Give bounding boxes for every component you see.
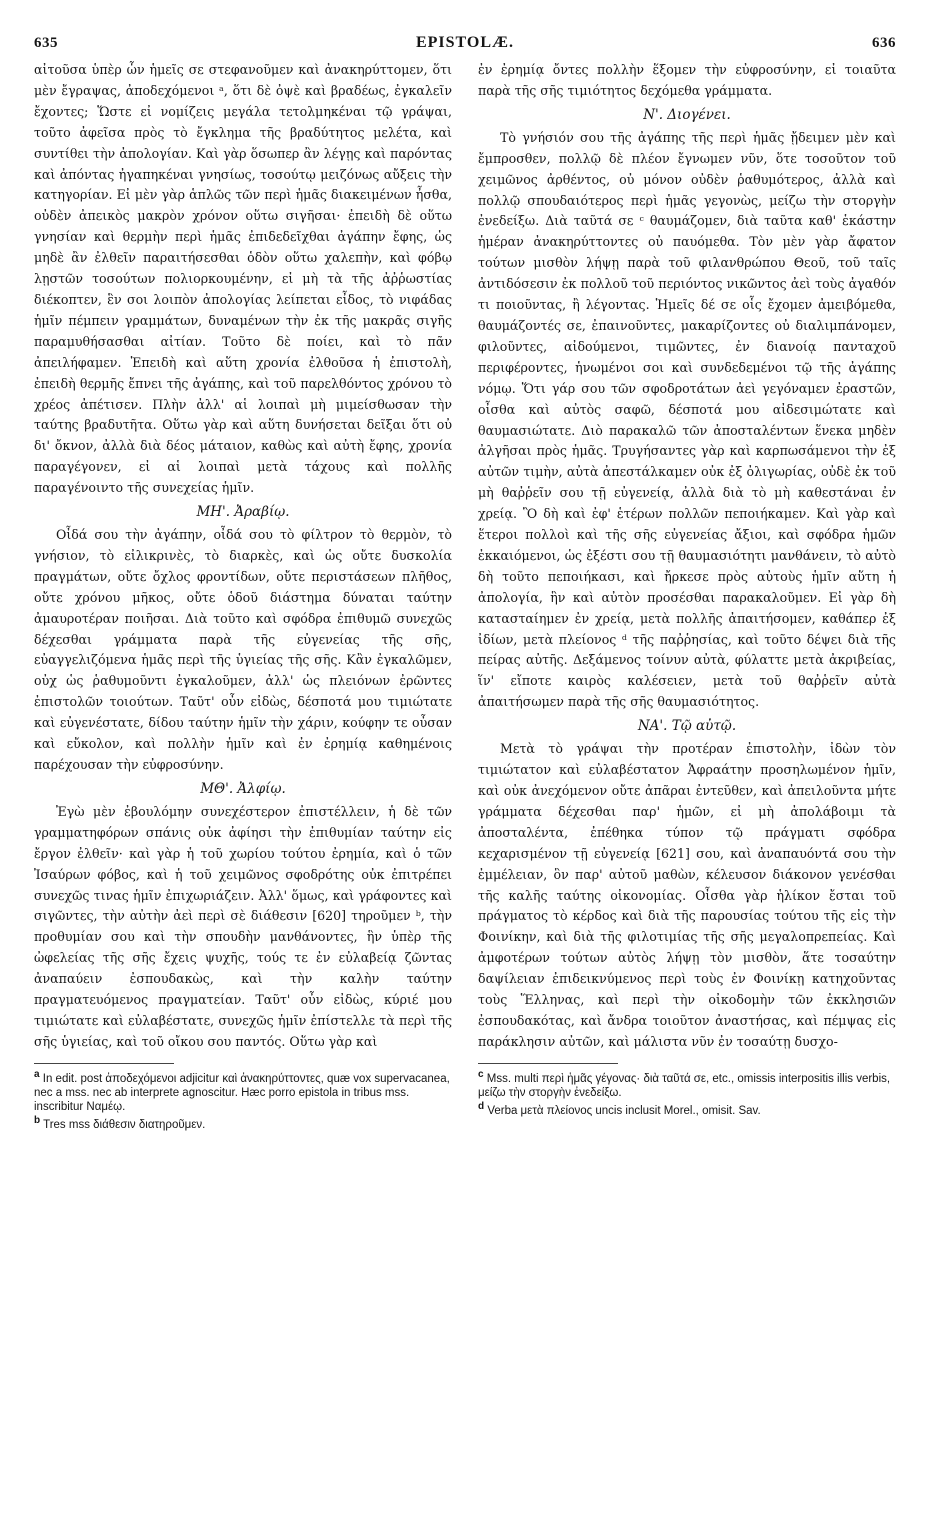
left-column — [34, 60, 452, 1131]
footnote-b — [34, 1114, 452, 1132]
footnote-a — [34, 1068, 452, 1114]
footnote-divider — [478, 1063, 618, 1064]
left-paragraph-2: Οἶδά σου τὴν ἀγάπην, οἶδά σου τὸ φίλτρον τὸ θερμὸν, τὸ γνήσιον, τὸ εἰλικρινὲς, τὸ διαρκὲς, καὶ ὡς οὔτε δυσκολία πραγμάτων, οὔτε ὄχλος φροντίδων, οὔτε περιστάσεων πλῆθος, οὔτε χρόνου μῆκος, οὔτε ὁδοῦ διάστημα δύναται ταύτην ἀμαυροτέραν ποιῆσαι. Διὰ τοῦτο καὶ σφόδρα ἐπιθυμῶ συνεχῶς δέχεσθαι γράμματα παρὰ τῆς εὐγενείας τῆς σῆς, εὐαγγελιζόμενα ἡμᾶς περὶ τῆς ὑγιείας τῆς σῆς. Κἂν ἐγκαλῶμεν, οὐχ ὡς ῥαθυμοῦντι ἐγκαλοῦμεν, ἀλλ' ὡς πλειόνων ἐρῶντες ἐπιστολῶν τοιούτων. Ταῦτ' οὖν εἰδὼς, δέσποτά μου τιμιώτατε καὶ εὐγενέστατε, δίδου ταύτην ἡμῖν τὴν χάριν, κούφην τε οὖσαν καὶ εὔκολον, καὶ πολλὴν ἡμῖν καὶ ἐν ἐρημίᾳ καθημένοις παρέχουσαν τὴν εὐφροσύνην. — [34, 527, 452, 772]
footnote-d — [478, 1100, 896, 1118]
footnote-b-marker: b — [34, 1114, 41, 1126]
letter-heading-51: ΝΑ'. Τῷ αὐτῷ. — [637, 718, 737, 735]
footnote-a-marker: a — [34, 1068, 40, 1080]
right-paragraph-1: ἐν ἐρημίᾳ ὄντες πολλὴν ἕξομεν τὴν εὐφροσύνην, εἰ τοιαῦτα παρὰ τῆς σῆς τιμιότητος δεχόμεθα γράμματα. — [478, 62, 896, 98]
letter-heading-49: ΜΘ'. Ἀλφίῳ. — [200, 780, 286, 797]
right-column — [478, 60, 896, 1131]
footnote-c-marker: c — [478, 1068, 484, 1080]
left-paragraph-1: αἰτοῦσα ὑπὲρ ὧν ἡμεῖς σε στεφανοῦμεν καὶ ἀνακηρύττομεν, ὅτι μὲν ἔγραψας, ἀποδεχόμενοι ᵃ, ὅτι δὲ ὀψὲ καὶ βραδέως, ἐγκαλεῖν ἔχοντες; Ὥστε εἰ νομίζεις μεγάλα τετολμηκέναι τῷ γράψαι, τοῦτο ἀφεῖσα πρὸς τὸ ἔγκλημα τῆς βραδύτητος μελέτα, καὶ συντίθει τὴν ἀπολογίαν. Καὶ γὰρ ὅσωπερ ἂν λέγῃς καὶ παρόντας καὶ ἀπόντας ἠγαπηκέναι γνησίως, τοσούτῳ μειζόνως αὔξεις τὴν κατηγορίαν. Εἰ μὲν γὰρ ἁπλῶς τῶν περὶ ἡμᾶς διακειμένων ἦσθα, οὐδὲν ἀπεικὸς μακρὸν χρόνον οὕτω σιγῆσαι· ἐπειδὴ δὲ οὕτω γνησίαν καὶ θερμὴν περὶ ἡμᾶς ἐπιδεδεῖχθαι ἀγάπην ἔφης, ὡς μηδὲ ἂν ἐλθεῖν παραιτήσεσθαι ὁδὸν οὕτω χαλεπὴν, καὶ φόβῳ λῃστῶν τοσούτων πολιορκουμένην, εἰ μὴ τὰ τῆς ἀῤῥωστίας διέκοπτεν, ἓν σοι λοιπὸν ἀπολογίας λείπεται εἶδος, τὸ νιφάδας ἡμῖν πέμπειν γραμμάτων, δυναμένων τὴν ἐκ τῆς μακρᾶς σιγῆς παραμυθήσασθαι αἰτίαν. Τοῦτο δὲ ποίει, καὶ τὸ πᾶν ἀπειλήφαμεν. Ἐπειδὴ καὶ αὕτη χρονία ἐλθοῦσα ἡ ἐπιστολὴ, ἐπειδὴ θερμῆς ἔπνει τῆς ἀγάπης, καὶ τοῦ παρελθόντος χρόνου τὸ χρέος ἀπέτισεν. Πλὴν ἀλλ' αἱ λοιπαὶ μὴ μιμείσθωσαν τὴν ταύτης βραδυτῆτα. Οὕτω γὰρ καὶ αὕτη δυνήσεται δεῖξαι ὅτι οὐ δι' ὄκνον, ἀλλὰ διὰ δέος μάταιον, καθὼς καὶ αὐτὴ ἔφης, χρονία παραγέγονεν, εἰ αἱ λοιπαὶ μετὰ τάχους καὶ πολλῆς παραγένοιντο τῆς συνεχείας ἡμῖν. — [34, 62, 452, 496]
footnote-c — [478, 1068, 896, 1100]
letter-heading-48: ΜΗ'. Ἀραβίῳ. — [196, 504, 290, 521]
left-paragraph-3: Ἐγὼ μὲν ἐβουλόμην συνεχέστερον ἐπιστέλλειν, ἡ δὲ τῶν γραμματηφόρων σπάνις οὐκ ἀφίησι τὴν ἐπιθυμίαν ταύτην εἰς ἔργον ἐλθεῖν· καὶ γὰρ ἡ τοῦ χωρίου τούτου ἐρημία, καὶ ὁ τῶν Ἰσαύρων φόβος, καὶ ἡ τοῦ χειμῶνος σφοδρότης οὐκ ἐπιτρέπει συνεχῶς τινας ἡμῖν ἐπιχωριάζειν. Ἀλλ' ὅμως, καὶ γράφοντες καὶ σιγῶντες, τὴν αὐτὴν ἀεὶ περὶ σὲ διάθεσιν [620] τηροῦμεν ᵇ, τὴν προθυμίαν σου καὶ τὴν σπουδὴν μανθάνοντες, ἣν ὑπὲρ τῆς ὠφελείας τῆς σῆς ἔχεις ψυχῆς, τούς τε ἐν εὐλαβείᾳ ζῶντας ἀναπαύειν ἐσπουδακὼς, καὶ τὴν καλὴν ταύτην πραγματευόμενος πραγματείαν. Ταῦτ' οὖν εἰδὼς, κύριέ μου τιμιώτατε καὶ εὐλαβέστατε, συνεχῶς ἡμῖν ἐπίστελλε τὰ περὶ τῆς σῆς ὑγιείας, καὶ τοῦ οἴκου σου παντός. Οὕτω γὰρ καὶ — [34, 803, 452, 1049]
footnote-d-marker: d — [478, 1100, 485, 1112]
footnote-d-text: Verba μετὰ πλείονος uncis inclusit Morel., omisit. Sav. — [487, 1104, 761, 1117]
footnote-b-text: Tres mss διάθεσιν διατηροῦμεν. — [43, 1118, 206, 1131]
running-header — [34, 34, 896, 58]
right-paragraph-3: Μετὰ τὸ γράψαι τὴν προτέραν ἐπιστολὴν, ἰδὼν τὸν τιμιώτατον καὶ εὐλαβέστατον Ἀφραάτην προσηλωμένον ἡμῖν, καὶ οὐκ ἀνεχόμενον οὔτε ἀπᾶραι ἐντεῦθεν, καὶ ἀπειλοῦντα μήτε γράμματα δέχεσθαι παρ' ἡμῶν, εἰ μὴ ἀπολάβοιμι τὰ ἀποσταλέντα, ἐπέθηκα τύπον τῷ πράγματι σφόδρα κεχαρισμένον τῇ εὐγενείᾳ [621] σου, καὶ ἀναπαυόντά σου τὴν ἐμμέλειαν, ὃν παρ' αὐτοῦ μαθὼν, κέλευσον διάκονον γενέσθαι τῆς καλῆς ταύτης οἰκονομίας. Οἶσθα γὰρ ἡλίκον ἔσται τοῦ πράγματος τὸ κέρδος καὶ διὰ τῆς παρουσίας τούτου τῆς εἰς τὴν Φοινίκην, καὶ διὰ τῆς φιλοτιμίας τῆς σῆς μεγαλοπρεπείας. Καὶ ἀμφοτέρων τούτων αὐτὸς λήψῃ τὸν μισθὸν, ἅτε τοσαύτην δαψίλειαν ἐπιδεικνύμενος περὶ τοὺς ἐν Φοινίκῃ κατηχοῦντας τοὺς Ἕλληνας, καὶ περὶ τὴν οἰκοδομὴν τῶν ἐκκλησιῶν ἐσπουδακότας, καὶ ἄνδρα τοιοῦτον ἀναστήσας, καὶ πέμψας εἰς παράκλησιν αὐτῶν, καὶ μάλιστα νῦν ἐν τοσαύτῃ δυσχο- — [478, 741, 896, 1049]
footnote-a-text: In edit. post ἀποδεχόμενοι adjicitur καὶ ἀνακηρύττοντες, quæ vox supervacanea, nec a mss. nec ab interprete agnoscitur. Hæc porro epistola in tribus mss. inscribitur Ναμέῳ. — [34, 1072, 450, 1113]
letter-heading-50: Ν'. Διογένει. — [643, 106, 731, 123]
running-title: EPISTOLÆ. — [415, 34, 515, 51]
two-column-body — [34, 60, 896, 1131]
page-number-left: 635 — [34, 35, 58, 51]
footnote-c-text: Mss. multi περὶ ἡμᾶς γέγονας· διὰ ταῦτά σε, etc., omissis interpositis illis verbis, μείζω τὴν στοργὴν ἐνεδείξω. — [478, 1072, 891, 1099]
right-paragraph-2: Τὸ γνήσιόν σου τῆς ἀγάπης τῆς περὶ ἡμᾶς ᾔδειμεν μὲν καὶ ἔμπροσθεν, πολλῷ δὲ πλέον ἔγνωμεν νῦν, ὅτε τοσοῦτον τοῦ χειμῶνος ἀρθέντος, οὐ μόνον οὐδὲν ῥαθυμότερος, ἀλλὰ καὶ πολλῷ σπουδαιότερος περὶ ἡμᾶς γεγονὼς, μείζω τὴν στοργὴν ἐνεδείξω. Διὰ ταῦτά σε ᶜ θαυμάζομεν, διὰ ταῦτα καθ' ἑκάστην ἡμέραν ἀνακηρύττοντες οὐ παυόμεθα. Τὸν μὲν γὰρ ἄφατον τούτων μισθὸν λήψῃ παρὰ τοῦ φιλανθρώπου Θεοῦ, τοῦ ταῖς ἀντιδόσεσιν ἐκ πολλοῦ τοῦ περιόντος νικῶντος ἀεὶ τοὺς ἀγαθόν τι ποιοῦντας, ἢ λέγοντας. Ἡμεῖς δέ σε οἷς ἔχομεν ἀμειβόμεθα, θαυμάζοντές σε, ἐπαινοῦντες, μακαρίζοντες οὐ διαλιμπάνομεν, φιλοῦντες, αἰδούμενοι, τιμῶντες, ἐν διανοίᾳ πανταχοῦ περιφέροντες, ἡνωμένοι σοι καὶ συνδεδεμένοι τῷ τῆς ἀγάπης νόμῳ. Ὅτι γάρ σου τῶν σφοδροτάτων ἀεὶ γεγόναμεν ἐραστῶν, οἶσθα καὶ αὐτὸς σαφῶ, δέσποτά μου αἰδεσιμώτατε καὶ θαυμασιώτατε. Διὸ παρακαλῶ τῶν ἀποσταλέντων ἕνεκα μηδὲν ἀλγῆσαι πρὸς ἡμᾶς. Τρυγήσαντες γὰρ καὶ καρπωσάμενοι τὴν ἐξ αὐτῶν τιμὴν, αὐτὰ ἀπεστάλκαμεν οὐκ ἐξ ὀλιγωρίας, οὐδὲ ἐκ τοῦ μὴ θαῤῥεῖν σου τῇ εὐγενείᾳ, ἀλλὰ διὰ τὸ μὴ καθεστάναι ἐν χρείᾳ. Ὃ δὴ καὶ ἐφ' ἑτέρων πολλῶν πεποιήκαμεν. Καὶ γὰρ καὶ ἕτεροι πολλοὶ καὶ τῆς σῆς εὐγενείας ἄξιοι, καὶ σφόδρα ἡμῶν ἐκκαιόμενοι, ὡς ἐξέστι σου τῇ θαυμασιότητι μανθάνειν, τὸ αὐτὸ δὴ τοῦτο πεποιήκασι, καὶ ἤρκεσε πρὸς αὐτοὺς ἡμῖν αὕτη ἡ ἀπολογία, ἣν καὶ αὐτὸν προσέσθαι παρακαλοῦμεν. Εἰ γὰρ δὴ κατασταίημεν ἐν χρείᾳ, μετὰ πολλῆς ἀπαιτήσομεν, καθάπερ ἐξ ἰδίων, μετὰ πλείονος ᵈ τῆς παῤῥησίας, καὶ τοῦτο δέψει διὰ τῆς πείρας αὐτῆς. Δεξάμενος τοίνυν αὐτὰ, φύλαττε μετὰ ἀκριβείας, ἵν' εἴποτε καιρὸς καλέσειεν, μετὰ τοῦ θαῤῥεῖν αὐτὰ ἀπαιτήσωμεν παρὰ τῆς σῆς θαυμασιότητος. — [478, 129, 896, 710]
footnote-divider — [34, 1063, 174, 1064]
page-number-right: 636 — [871, 35, 896, 51]
